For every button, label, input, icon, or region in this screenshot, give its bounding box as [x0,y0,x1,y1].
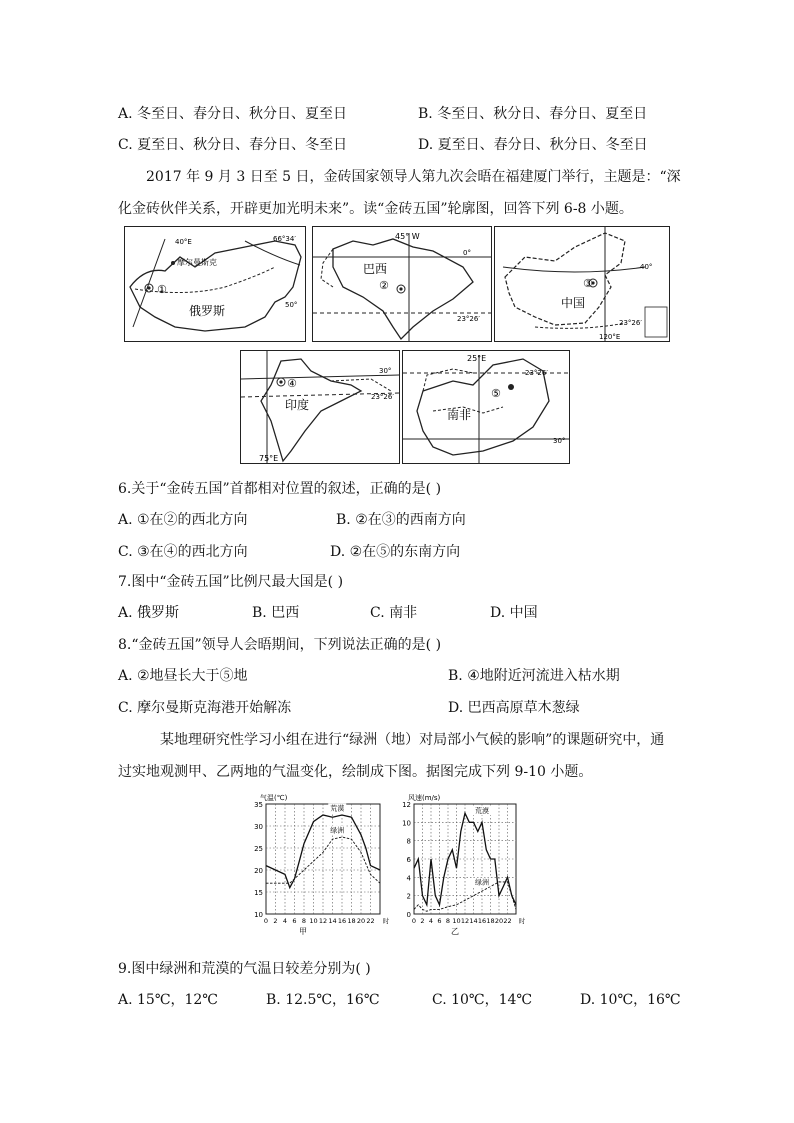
brazil-lat1: 0° [463,249,471,257]
q5-option-a: A. 冬至日、春分日、秋分日、夏至日 [118,106,348,122]
y-tick-label: 6 [406,856,411,864]
series-label: 绿洲 [475,878,489,887]
map-brazil [312,226,492,342]
x-tick-label: 18 [486,917,495,925]
q6-option-a: A. ①在②的西北方向 [118,512,248,528]
q6-option-d: D. ②在⑤的东南方向 [330,544,461,560]
x-tick-label: 18 [347,917,356,925]
southafrica-outline [403,351,569,463]
x-tick-label: 16 [477,917,487,925]
map-china [494,226,670,342]
russia-city: 摩尔曼斯克 [177,258,217,267]
q9-option-b: B. 12.5℃，16℃ [266,992,380,1008]
y-tick-label: 35 [254,801,263,809]
brazil-outline [313,227,491,341]
y-tick-label: 0 [406,911,411,919]
q6-stem: 6.关于“金砖五国”首都相对位置的叙述，正确的是( ) [118,481,442,497]
x-tick-label: 10 [309,917,318,925]
map-russia [124,226,306,342]
y-tick-label: 12 [402,801,411,809]
temperature-chart [244,788,394,940]
russia-lat2: 50° [285,301,298,309]
southafrica-lat1: 23°26′ [525,369,548,377]
x-tick-label: 8 [445,917,451,925]
x-tick-label: 22 [503,917,512,925]
x-tick-label: 22 [366,917,375,925]
y-tick-label: 10 [402,819,411,828]
intro1-line2: 化金砖伙伴关系，开辟更加光明未来”。读“金砖五国”轮廓图，回答下列 6-8 小题。 [118,201,633,217]
q5-option-d: D. 夏至日、春分日、秋分日、冬至日 [418,137,648,153]
y-axis-label: 风速(m/s) [408,794,441,802]
x-tick-label: 16 [337,917,347,925]
q8-stem: 8.“金砖五国”领导人会晤期间，下列说法正确的是( ) [118,637,442,653]
q9-option-a: A. 15℃，12℃ [118,992,218,1008]
x-tick-label: 14 [469,917,478,925]
q6-option-b: B. ②在③的西南方向 [336,512,466,528]
x-tick-label: 14 [328,917,337,925]
russia-mark: ① [157,283,167,296]
plot-frame [266,804,380,914]
southafrica-lon: 25°E [467,354,487,363]
china-lon: 120°E [599,333,621,341]
russia-outline [125,227,305,341]
china-outline [495,227,669,341]
y-tick-label: 2 [406,892,411,901]
q8-option-d: D. 巴西高原草木葱绿 [448,700,580,716]
southafrica-lat2: 30° [553,437,566,445]
brazil-mark: ② [379,279,389,292]
q8-option-a: A. ②地昼长大于⑤地 [118,668,248,684]
q7-option-b: B. 巴西 [252,605,300,621]
russia-country: 俄罗斯 [189,304,226,318]
india-mark: ④ [287,377,297,390]
china-lat1: 40° [640,263,653,271]
x-tick-label: 20 [356,917,366,925]
china-country: 中国 [561,296,586,310]
q7-stem: 7.图中“金砖五国”比例尺最大国是( ) [118,574,344,590]
x-axis-label: 时 [382,917,390,925]
q8-option-c: C. 摩尔曼斯克海港开始解冻 [118,700,292,716]
x-tick-label: 20 [494,917,504,925]
q7-option-d: D. 中国 [490,605,538,621]
q7-option-c: C. 南非 [370,605,418,621]
y-tick-label: 25 [254,845,263,853]
y-tick-label: 4 [406,874,411,883]
brazil-country: 巴西 [363,262,388,276]
q9-stem: 9.图中绿洲和荒漠的气温日较差分别为( ) [118,961,371,977]
russia-lat1: 66°34′ [273,235,296,243]
intro2-line1: 某地理研究性学习小组在进行“绿洲（地）对局部小气候的影响”的课题研究中，通 [160,732,665,748]
x-tick-label: 6 [292,917,297,925]
map-southafrica [402,350,570,464]
intro2-line2: 过实地观测甲、乙两地的气温变化，绘制成下图。据图完成下列 9-10 小题。 [118,764,593,780]
x-tick-label: 12 [460,917,470,925]
q5-option-b: B. 冬至日、秋分日、春分日、夏至日 [418,106,648,122]
russia-lon: 40°E [175,238,192,246]
series-label: 绿洲 [330,826,345,835]
y-tick-label: 15 [254,889,263,897]
windspeed-chart [392,788,528,940]
india-lon: 75°E [259,454,279,463]
china-lat2: 23°26′ [619,319,642,327]
india-lat1: 30° [379,367,392,375]
y-tick-label: 30 [254,823,263,831]
x-tick-label: 12 [318,917,328,925]
x-tick-label: 6 [437,917,442,925]
y-tick-label: 20 [254,867,263,875]
china-mark: ③ [583,277,593,290]
brazil-lat2: 23°26′ [457,315,480,323]
x-tick-label: 0 [411,917,417,925]
x-axis-label: 时 [518,917,526,925]
series-label: 荒漠 [475,807,489,816]
brazil-lon: 45° W [395,232,420,241]
chart-caption: 甲 [299,927,307,936]
y-axis-label: 气温(℃) [260,794,288,802]
q6-option-c: C. ③在④的西北方向 [118,544,248,560]
india-lat2: 23°26′ [371,393,394,401]
q8-option-b: B. ④地附近河流进入枯水期 [448,668,620,684]
x-tick-label: 4 [428,917,434,925]
x-tick-label: 4 [282,917,288,925]
southafrica-mark: ⑤ [491,387,501,400]
x-tick-label: 2 [420,917,425,925]
x-tick-label: 0 [263,917,269,925]
india-country: 印度 [285,398,310,412]
q9-option-c: C. 10℃，14℃ [432,992,533,1008]
series-label: 荒漠 [330,804,345,813]
q7-option-a: A. 俄罗斯 [118,605,180,621]
x-tick-label: 8 [301,917,307,925]
y-tick-label: 8 [406,837,411,846]
q9-option-d: D. 10℃，16℃ [580,992,681,1008]
india-outline [241,351,399,463]
intro1-line1: 2017 年 9 月 3 日至 5 日，金砖国家领导人第九次会晤在福建厦门举行，主题是：“深 [146,169,681,185]
x-tick-label: 10 [452,917,461,925]
chart-caption: 乙 [451,927,459,936]
southafrica-country: 南非 [447,408,472,422]
map-india [240,350,400,464]
y-tick-label: 10 [254,911,263,919]
x-tick-label: 2 [273,917,278,925]
q5-option-c: C. 夏至日、秋分日、春分日、冬至日 [118,137,348,153]
